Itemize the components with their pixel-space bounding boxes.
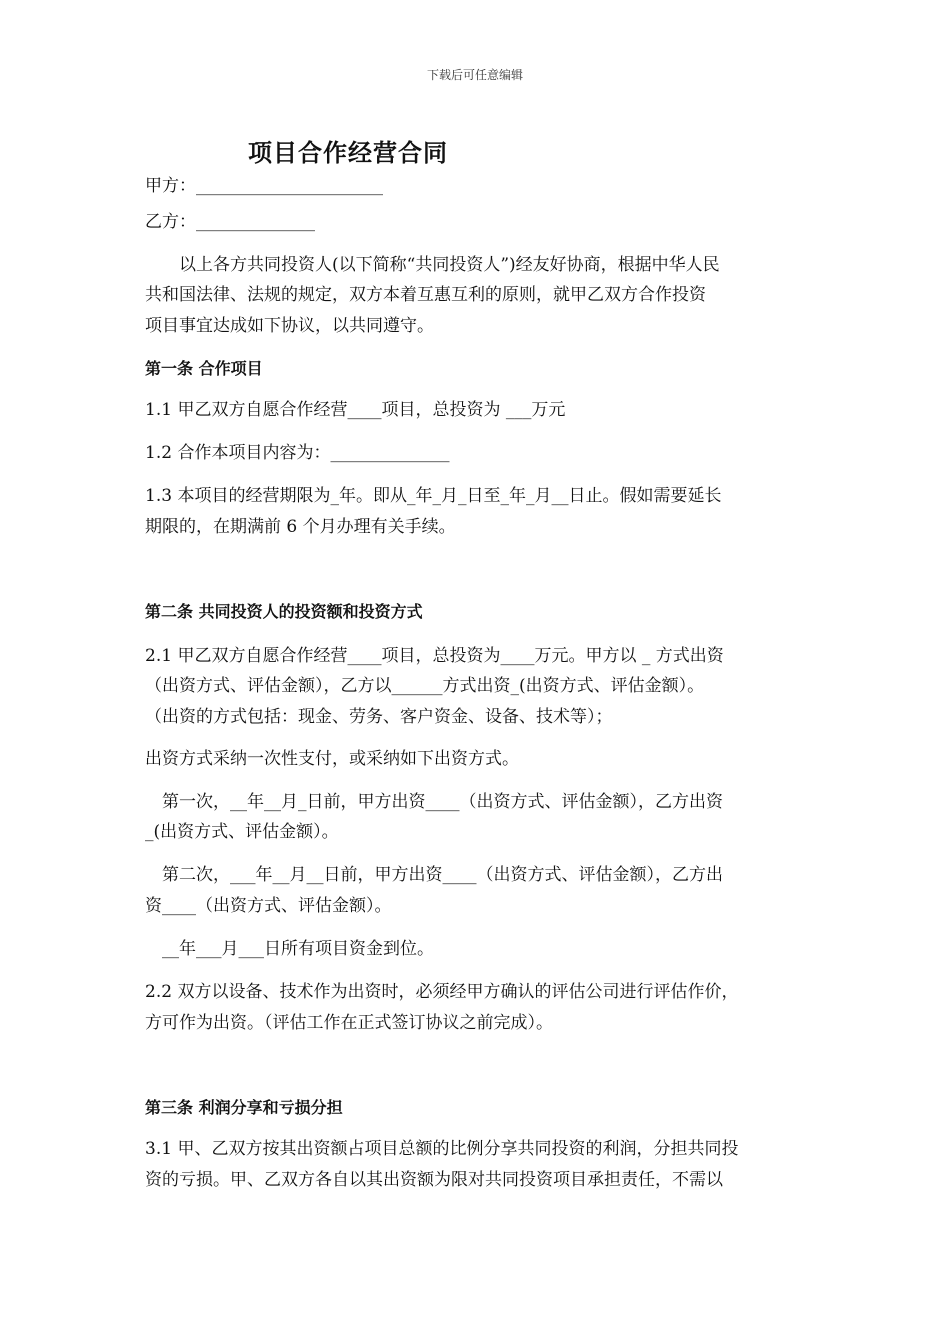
text-line: __年___月___日所有项目资金到位。 xyxy=(145,939,434,959)
text-line: 出资方式采纳一次性支付，或采纳如下出资方式。 xyxy=(145,749,519,769)
text-line: 2.1 甲乙双方自愿合作经营____项目，总投资为____万元。甲方以 _ 方式出资 xyxy=(145,646,724,666)
text-line: 方可作为出资。（评估工作在正式签订协议之前完成）。 xyxy=(145,1013,553,1033)
text-line: 资____（出资方式、评估金额）。 xyxy=(145,896,392,916)
text-line: 1.3 本项目的经营期限为_年。即从_年_月_日至_年_月__日止。假如需要延长 xyxy=(145,486,722,506)
text-line: 第一次，__年__月_日前，甲方出资____（出资方式、评估金额），乙方出资 xyxy=(145,792,723,812)
text-line: 共和国法律、法规的规定，双方本着互惠互利的原则，就甲乙双方合作投资 xyxy=(145,285,706,305)
section-heading: 第三条 利润分享和亏损分担 xyxy=(145,1098,343,1117)
text-line: 1.1 甲乙双方自愿合作经营____项目，总投资为 ___万元 xyxy=(145,400,566,420)
text-line: 3.1 甲、乙双方按其出资额占项目总额的比例分享共同投资的利润，分担共同投 xyxy=(145,1139,739,1159)
text-line: 乙方：______________ xyxy=(145,212,315,232)
text-line: （出资的方式包括：现金、劳务、客户资金、设备、技术等）； xyxy=(145,707,613,727)
text-line: 项目事宜达成如下协议，以共同遵守。 xyxy=(145,316,434,336)
text-line: 1.2 合作本项目内容为：______________ xyxy=(145,443,450,463)
text-line: 第二次，___年__月__日前，甲方出资____（出资方式、评估金额），乙方出 xyxy=(145,865,723,885)
text-line: 资的亏损。甲、乙双方各自以其出资额为限对共同投资项目承担责任，不需以 xyxy=(145,1170,723,1190)
text-line: 甲方：______________________ xyxy=(145,176,383,196)
section-heading: 第二条 共同投资人的投资额和投资方式 xyxy=(145,602,423,621)
text-line: _(出资方式、评估金额）。 xyxy=(145,822,339,842)
text-line: 2.2 双方以设备、技术作为出资时，必须经甲方确认的评估公司进行评估作价， xyxy=(145,982,739,1002)
text-line: 期限的，在期满前 6 个月办理有关手续。 xyxy=(145,517,456,537)
section-heading: 第一条 合作项目 xyxy=(145,359,263,378)
text-line: （出资方式、评估金额），乙方以______方式出资_(出资方式、评估金额）。 xyxy=(145,676,705,696)
document-title: 项目合作经营合同 xyxy=(248,139,448,167)
page-header: 下载后可任意编辑 xyxy=(426,68,523,82)
text-line: 以上各方共同投资人(以下简称“共同投资人”)经友好协商，根据中华人民 xyxy=(145,255,720,275)
